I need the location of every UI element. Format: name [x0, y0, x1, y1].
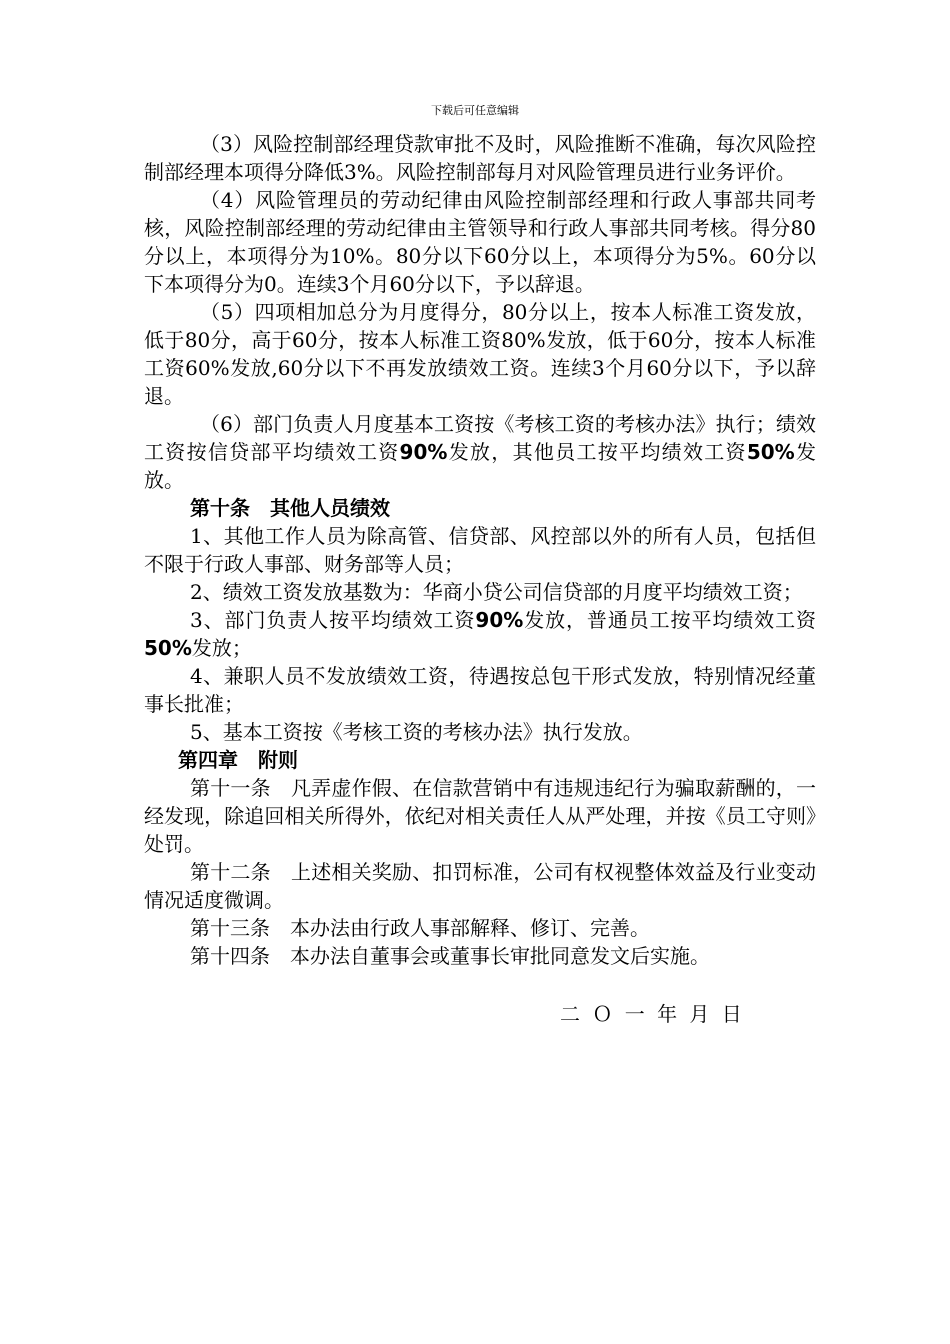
paragraph-6-text-a: （6）部门负责人月度基本工资按《考核工资的考核办法》执行；绩效工资按信贷部平均绩效工资 [144, 412, 816, 464]
article-10-item-2: 2、绩效工资发放基数为：华商小贷公司信贷部的月度平均绩效工资； [190, 580, 803, 604]
article-10-heading: 第十条 其他人员绩效 [190, 496, 390, 520]
page-header: 下载后可任意编辑 [431, 104, 519, 117]
item-3-text-a: 3、部门负责人按平均绩效工资 [190, 608, 476, 632]
article-10-item-5: 5、基本工资按《考核工资的考核办法》执行发放。 [190, 720, 643, 744]
article-14: 第十四条 本办法自董事会或董事长审批同意发文后实施。 [190, 944, 710, 968]
article-10-item-3 [144, 606, 816, 662]
article-11: 第十一条 凡弄虚作假、在信款营销中有违规违纪行为骗取薪酬的，一经发现，除追回相关所得外，依纪对相关责任人从严处理，并按《员工守则》处罚。 [144, 776, 816, 856]
paragraph-4: （4）风险管理员的劳动纪律由风险控制部经理和行政人事部共同考核，风险控制部经理的劳动纪律由主管领导和行政人事部共同考核。得分80分以上，本项得分为10%。80分以下60分以上，本项得分为5%。60分以下本项得分为0。连续3个月60分以下，予以辞退。 [144, 188, 816, 296]
chapter-4-heading: 第四章 附则 [178, 748, 298, 772]
percent-50: 50% [746, 440, 795, 464]
article-10-item-1: 1、其他工作人员为除高管、信贷部、风控部以外的所有人员，包括但不限于行政人事部、财务部等人员； [144, 524, 816, 576]
item-3-text-e: 发放； [191, 636, 252, 660]
item-3-percent-50: 50% [144, 636, 192, 660]
paragraph-6-text-c: 发放，其他员工按平均绩效工资 [447, 440, 747, 464]
article-13: 第十三条 本办法由行政人事部解释、修订、完善。 [190, 916, 650, 940]
date-signature: 二 Ｏ 一 年 月 日 [560, 1002, 742, 1026]
paragraph-5: （5）四项相加总分为月度得分，80分以上，按本人标准工资发放，低于80分，高于60分，按本人标准工资80%发放，低于60分，按本人标准工资60%发放,60分以下不再发放绩效工资。连续3个月60分以下，予以辞退。 [144, 300, 816, 408]
paragraph-6 [144, 410, 816, 494]
document-body [144, 130, 816, 970]
percent-90: 90% [399, 440, 448, 464]
item-3-percent-90: 90% [475, 608, 524, 632]
article-12: 第十二条 上述相关奖励、扣罚标准，公司有权视整体效益及行业变动情况适度微调。 [144, 860, 816, 912]
paragraph-6-text-e: 发放。 [144, 440, 817, 492]
item-3-text-c: 发放，普通员工按平均绩效工资 [523, 608, 816, 632]
article-10-item-4: 4、兼职人员不发放绩效工资，待遇按总包干形式发放，特别情况经董事长批准； [144, 664, 816, 716]
paragraph-3: （3）风险控制部经理贷款审批不及时，风险推断不准确，每次风险控制部经理本项得分降低3%。风险控制部每月对风险管理员进行业务评价。 [144, 132, 816, 184]
